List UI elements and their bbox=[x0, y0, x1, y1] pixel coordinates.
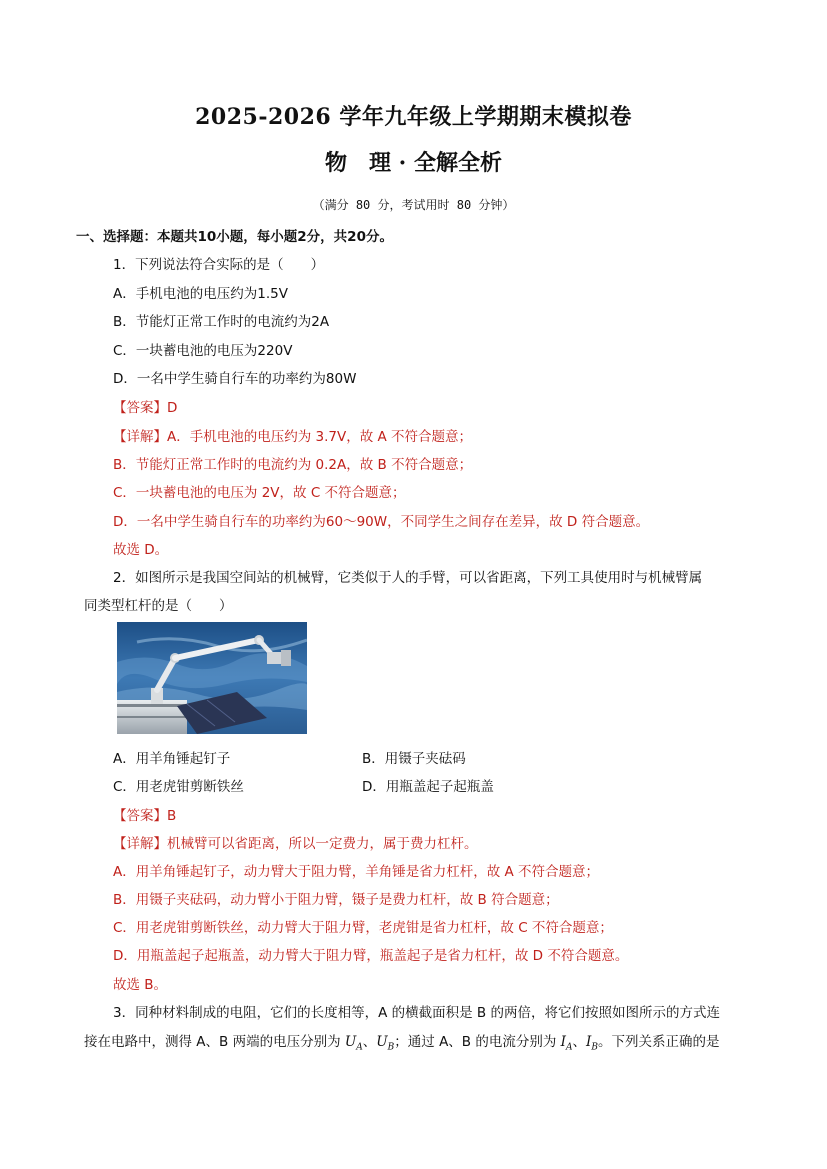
q3-text-a: 接在电路中，测得 A、B 两端的电压分别为 bbox=[84, 1034, 345, 1050]
q1-detail-2: C．一块蓄电池的电压为 2V，故 C 不符合题意； bbox=[113, 485, 406, 501]
q2-option-d: D．用瓶盖起子起瓶盖 bbox=[362, 779, 494, 795]
q1-option-d: D．一名中学生骑自行车的功率约为80W bbox=[113, 371, 357, 387]
voltage-ub: $U_B$ bbox=[376, 1034, 395, 1053]
q1-stem: 1．下列说法符合实际的是（ ） bbox=[113, 257, 325, 273]
q1-detail-4: 故选 D。 bbox=[113, 542, 169, 558]
q2-stem-line2: 同类型杠杆的是（ ） bbox=[84, 598, 233, 614]
q1-option-a: A．手机电池的电压约为1.5V bbox=[113, 286, 288, 302]
q1-detail-0: 【详解】A．手机电池的电压约为 3.7V，故 A 不符合题意； bbox=[113, 429, 473, 445]
q3-stem-line2: 接在电路中，测得 A、B 两端的电压分别为 $U_A$、$U_B$；通过 A、B 的电流分别为 $I_A$、$I_B$。下列关系正确的是 bbox=[84, 1034, 720, 1053]
q2-detail-0: 【详解】机械臂可以省距离，所以一定费力，属于费力杠杆。 bbox=[113, 836, 478, 852]
section-heading: 一、选择题：本题共10小题，每小题2分，共20分。 bbox=[76, 229, 393, 245]
robotic-arm-illustration bbox=[117, 622, 307, 734]
q3-text-c: 。下列关系正确的是 bbox=[597, 1034, 720, 1050]
q1-detail-3: D．一名中学生骑自行车的功率约为60～90W，不同学生之间存在差异，故 D 符合题意。 bbox=[113, 514, 650, 530]
q1-answer: 【答案】D bbox=[113, 400, 178, 416]
robotic-arm-photo bbox=[117, 622, 307, 734]
exam-note: （满分 80 分，考试用时 80 分钟） bbox=[312, 198, 515, 212]
q2-option-a: A．用羊角锤起钉子 bbox=[113, 751, 231, 767]
q1-option-c: C．一块蓄电池的电压为220V bbox=[113, 343, 293, 359]
q1-option-b: B．节能灯正常工作时的电流约为2A bbox=[113, 314, 330, 330]
page-subtitle: 物 理 · 全解全析 bbox=[325, 150, 502, 176]
q2-detail-4: D．用瓶盖起子起瓶盖，动力臂大于阻力臂，瓶盖起子是省力杠杆，故 D 不符合题意。 bbox=[113, 948, 629, 964]
q2-option-c: C．用老虎钳剪断铁丝 bbox=[113, 779, 244, 795]
page-title: 2025-2026 学年九年级上学期期末模拟卷 bbox=[195, 104, 632, 130]
q2-answer: 【答案】B bbox=[113, 808, 177, 824]
q3-stem-line1: 3．同种材料制成的电阻，它们的长度相等，A 的横截面积是 B 的两倍，将它们按照如图所示的方式连 bbox=[113, 1005, 720, 1021]
q2-detail-5: 故选 B。 bbox=[113, 977, 168, 993]
q2-option-b: B．用镊子夹砝码 bbox=[362, 751, 466, 767]
current-ia: $I_A$ bbox=[560, 1034, 573, 1053]
q2-detail-3: C．用老虎钳剪断铁丝，动力臂大于阻力臂，老虎钳是省力杠杆，故 C 不符合题意； bbox=[113, 920, 613, 936]
q2-detail-2: B．用镊子夹砝码，动力臂小于阻力臂，镊子是费力杠杆，故 B 符合题意； bbox=[113, 892, 559, 908]
q2-detail-1: A．用羊角锤起钉子，动力臂大于阻力臂，羊角锤是省力杠杆，故 A 不符合题意； bbox=[113, 864, 600, 880]
q3-text-b: ；通过 A、B 的电流分别为 bbox=[394, 1034, 561, 1050]
q1-detail-1: B．节能灯正常工作时的电流约为 0.2A，故 B 不符合题意； bbox=[113, 457, 473, 473]
q2-stem-line1: 2．如图所示是我国空间站的机械臂，它类似于人的手臂，可以省距离，下列工具使用时与机械臂属 bbox=[113, 570, 703, 586]
voltage-ua: $U_A$ bbox=[344, 1034, 363, 1053]
current-ib: $I_B$ bbox=[586, 1034, 598, 1053]
